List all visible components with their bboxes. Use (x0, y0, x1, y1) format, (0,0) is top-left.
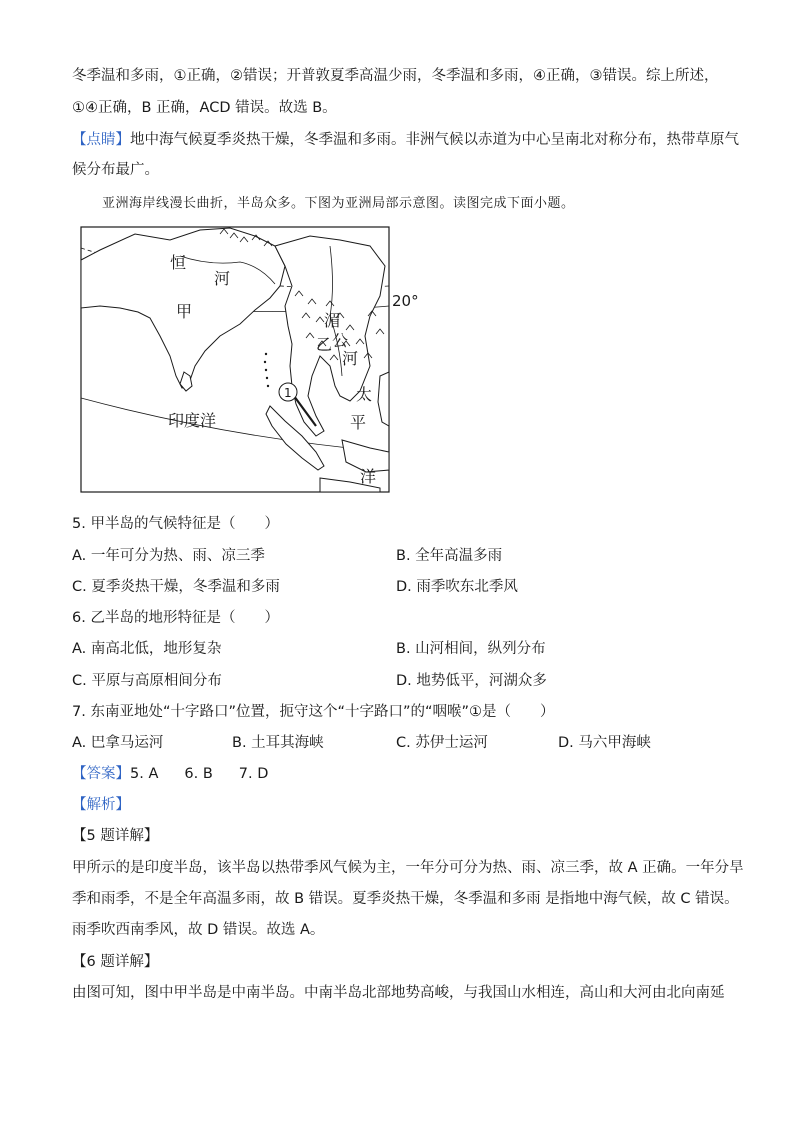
answer-line (72, 764, 732, 784)
answer-7: 7. D (238, 766, 269, 782)
label-yi: 乙 (316, 335, 333, 354)
q5-option-d: D. 雨季吹东北季风 (396, 579, 518, 595)
label-ping: 平 (350, 413, 367, 432)
q5-detail-line: 季和雨季，不是全年高温多雨，故 B 错误。夏季炎热干燥，冬季温和多雨 是指地中海气候，故 C 错误。 (72, 891, 739, 907)
label-he2: 河 (342, 349, 359, 368)
q6-option-c: C. 平原与高原相间分布 (72, 673, 222, 689)
question-6-stem: 6. 乙半岛的地形特征是（ ） (72, 610, 279, 626)
q7-option-c: C. 苏伊士运河 (396, 735, 488, 751)
question-7-stem: 7. 东南亚地处“十字路口”位置，扼守这个“十字路口”的“咽喉”①是（ ） (72, 704, 555, 720)
question-intro: 亚洲海岸线漫长曲折，半岛众多。下图为亚洲局部示意图。读图完成下面小题。 (102, 196, 575, 211)
q6-detail-tag: 【6 题详解】 (72, 954, 159, 970)
q5-option-a: A. 一年可分为热、雨、凉三季 (72, 548, 265, 564)
paragraph-line: ①④正确，B 正确，ACD 错误。故选 B。 (72, 100, 337, 116)
q5-detail-tag: 【5 题详解】 (72, 828, 159, 844)
analysis-tag: 【解析】 (72, 797, 130, 813)
q6-option-a: A. 南高北低，地形复杂 (72, 641, 222, 657)
q6-detail-line: 由图可知，图中甲半岛是中南半岛。中南半岛北部地势高峻，与我国山水相连，高山和大河由北向南延 (72, 985, 725, 1001)
question-5-stem: 5. 甲半岛的气候特征是（ ） (72, 516, 279, 532)
label-heng: 恒 (170, 253, 187, 272)
label-indian-ocean: 印度洋 (168, 411, 217, 430)
paragraph-line: 候分布最广。 (72, 162, 159, 178)
q5-option-c: C. 夏季炎热干燥，冬季温和多雨 (72, 579, 280, 595)
q6-option-b: B. 山河相间，纵列分布 (396, 641, 546, 657)
tip-line (72, 130, 739, 150)
label-jia: 甲 (176, 302, 193, 321)
latitude-label: 20° (392, 292, 419, 310)
q7-option-b: B. 土耳其海峡 (232, 735, 324, 751)
label-he1: 河 (214, 269, 231, 288)
answer-5: 5. A (130, 766, 159, 782)
q5-option-b: B. 全年高温多雨 (396, 548, 503, 564)
answer-tag: 【答案】 (72, 766, 130, 782)
tip-tag: 【点睛】 (72, 132, 130, 148)
tip-text: 地中海气候夏季炎热干燥，冬季温和多雨。非洲气候以赤道为中心呈南北对称分布，热带草原气 (130, 132, 739, 148)
label-gong: 公 (332, 331, 349, 350)
q5-detail-line: 甲所示的是印度半岛，该半岛以热带季风气候为主，一年分可分为热、雨、凉三季，故 A 正确。一年分旱 (72, 860, 744, 876)
asia-map (80, 226, 390, 493)
q7-option-d: D. 马六甲海峡 (558, 735, 651, 751)
label-marker-1: 1 (284, 386, 292, 400)
answer-6: 6. B (184, 766, 213, 782)
label-mei: 湄 (324, 311, 341, 330)
label-yang: 洋 (360, 467, 377, 486)
q5-detail-line: 雨季吹西南季风，故 D 错误。故选 A。 (72, 922, 325, 938)
label-tai: 太 (356, 385, 373, 404)
q6-option-d: D. 地势低平，河湖众多 (396, 673, 547, 689)
q7-option-a: A. 巴拿马运河 (72, 735, 164, 751)
paragraph-line: 冬季温和多雨，①正确，②错误；开普敦夏季高温少雨，冬季温和多雨，④正确，③错误。综上所述， (72, 68, 719, 84)
